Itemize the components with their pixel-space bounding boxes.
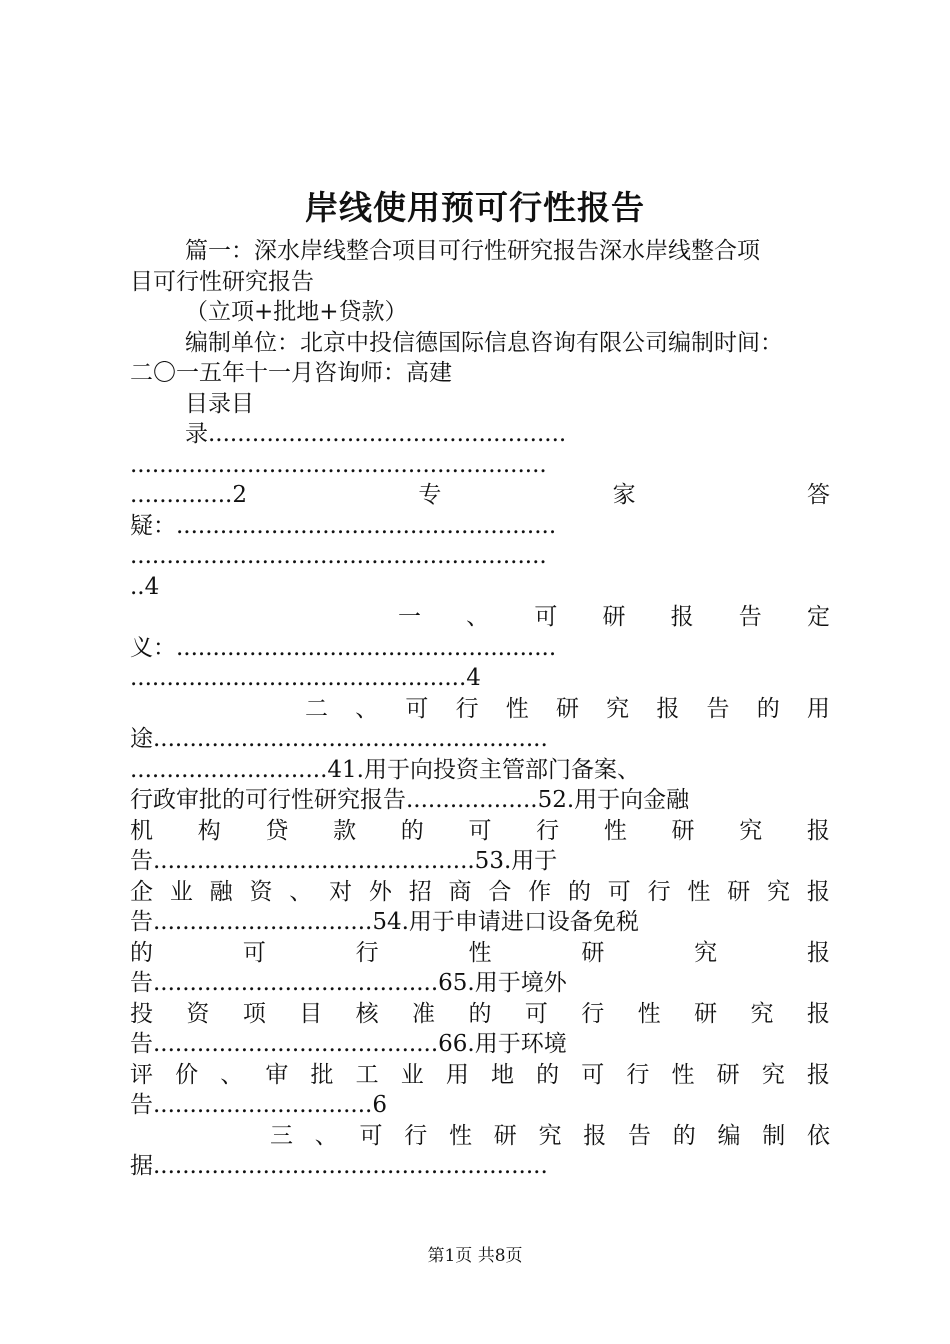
- document-line: [130, 1060, 830, 1091]
- line-token: 答: [806, 482, 830, 508]
- line-token: 报: [806, 1061, 830, 1088]
- line-token: 贷: [265, 817, 289, 844]
- line-token: 性: [468, 939, 492, 966]
- line-token: 审: [265, 1061, 289, 1088]
- line-token: 可: [524, 1000, 548, 1027]
- line-token: 报: [656, 695, 680, 722]
- line-token: 专: [418, 482, 442, 508]
- line-token: 究: [739, 817, 763, 844]
- line-token: 报: [670, 604, 694, 630]
- line-token: 用: [445, 1061, 469, 1088]
- line-token: 研: [727, 878, 751, 905]
- document-line: 二〇一五年十一月咨询师：高建: [130, 360, 452, 386]
- line-token: 行: [355, 939, 379, 966]
- document-line: .........................................................: [130, 451, 547, 478]
- line-token: 可: [607, 878, 631, 905]
- line-token: 二: [305, 695, 328, 722]
- line-token: 、: [355, 695, 379, 722]
- line-token: 构: [197, 817, 221, 844]
- line-token: 性: [671, 1061, 695, 1088]
- line-token: 报: [806, 817, 830, 844]
- document-line: （立项+批地+贷款）: [185, 299, 408, 325]
- line-token: 行: [455, 695, 479, 722]
- line-token: 研: [716, 1061, 740, 1088]
- line-token: 性: [505, 695, 529, 722]
- line-token: 价: [175, 1061, 199, 1088]
- line-token: 合: [488, 878, 512, 905]
- line-token: 用: [806, 695, 830, 722]
- line-token: 告: [628, 1122, 651, 1149]
- line-token: 可: [242, 939, 266, 966]
- line-token: 资: [186, 1000, 210, 1027]
- line-token: 可: [468, 817, 492, 844]
- line-token: 款: [333, 817, 357, 844]
- line-token: 可: [581, 1061, 605, 1088]
- page-footer: 第1页 共8页: [427, 1246, 523, 1266]
- line-token: 一: [398, 604, 421, 630]
- document-line: [130, 816, 830, 847]
- line-token: 报: [806, 878, 830, 905]
- line-token: 的: [672, 1122, 696, 1149]
- line-token: 目: [299, 1000, 323, 1027]
- line-token: 业: [400, 1061, 424, 1088]
- line-token: 究: [761, 1061, 785, 1088]
- line-token: 告: [706, 695, 730, 722]
- line-token: 依: [807, 1122, 830, 1149]
- document-line: [130, 877, 830, 908]
- line-token: 报: [806, 939, 830, 966]
- line-token: 招: [408, 878, 432, 905]
- line-token: 机: [130, 817, 153, 844]
- line-token: 的: [468, 1000, 492, 1027]
- document-line: 目可行性研究报告: [130, 268, 314, 295]
- line-token: 家: [612, 482, 636, 508]
- line-token: 、: [220, 1061, 244, 1088]
- line-token: 究: [767, 878, 790, 905]
- document-line: 告............................................53.用于: [130, 848, 558, 874]
- document-line: ..............................................4: [130, 665, 481, 691]
- line-token: 、: [466, 604, 490, 630]
- line-token: 的: [130, 939, 153, 966]
- document-line: ...........................41.用于向投资主管部门备案、: [130, 756, 640, 783]
- document-body: [130, 236, 830, 1182]
- line-token: 性: [603, 817, 627, 844]
- line-token: 研: [493, 1122, 517, 1149]
- document-line: 据......................................................: [130, 1153, 548, 1179]
- line-token: 行: [647, 878, 671, 905]
- line-token: 外: [368, 878, 392, 905]
- line-token: 商: [448, 878, 472, 905]
- line-token: 资: [249, 878, 273, 905]
- line-token: 可: [359, 1122, 383, 1149]
- line-token: 准: [412, 1000, 436, 1027]
- line-token: 研: [602, 604, 626, 630]
- document-line: [130, 1121, 830, 1152]
- line-token: 的: [400, 817, 424, 844]
- line-token: 企: [130, 878, 153, 905]
- line-token: 投: [130, 1000, 153, 1027]
- line-token: 定: [806, 604, 830, 630]
- line-token: 行: [626, 1061, 650, 1088]
- line-token: 、: [314, 1122, 338, 1149]
- document-line: 录.................................................: [185, 421, 567, 447]
- line-token: 的: [756, 695, 780, 722]
- document-line: 途......................................................: [130, 726, 548, 752]
- line-token: 作: [528, 878, 552, 905]
- line-token: 批: [310, 1061, 334, 1088]
- document-line: 告.......................................66.用于环境: [130, 1031, 567, 1057]
- document-line: [130, 938, 830, 969]
- line-token: 报: [806, 1000, 830, 1027]
- line-token: 编: [717, 1122, 741, 1149]
- line-token: 行: [404, 1122, 428, 1149]
- document-line: 目录目: [185, 390, 254, 417]
- line-token: 究: [694, 939, 718, 966]
- line-token: 告: [738, 604, 762, 630]
- line-token: 究: [538, 1122, 562, 1149]
- line-token: 业: [169, 878, 193, 905]
- line-token: 融: [209, 878, 233, 905]
- line-token: 的: [536, 1061, 560, 1088]
- document-line: 编制单位：北京中投信德国际信息咨询有限公司编制时间：: [185, 329, 783, 356]
- document-line: 行政审批的可行性研究报告..................52.用于向金融: [130, 787, 690, 813]
- line-token: ..............2: [130, 482, 247, 508]
- line-token: 研: [555, 695, 579, 722]
- line-token: 研: [581, 939, 605, 966]
- line-token: 可: [405, 695, 429, 722]
- document-line: [130, 602, 830, 633]
- line-token: 研: [671, 817, 695, 844]
- line-token: 、: [289, 878, 313, 905]
- line-token: 可: [534, 604, 558, 630]
- line-token: 究: [606, 695, 630, 722]
- document-line: [130, 480, 830, 511]
- line-token: 工: [355, 1061, 379, 1088]
- line-token: 地: [491, 1061, 514, 1088]
- line-token: 的: [567, 878, 591, 905]
- line-token: 核: [355, 1000, 379, 1027]
- document-line: 告..............................54.用于申请进口设备免税: [130, 909, 639, 935]
- document-line: [130, 694, 830, 725]
- line-token: 评: [130, 1061, 153, 1088]
- document-line: 义：....................................................: [130, 634, 557, 661]
- document-line: 告..............................6: [130, 1092, 387, 1118]
- line-token: 报: [583, 1122, 607, 1149]
- line-token: 研: [694, 1000, 718, 1027]
- document-line: [130, 999, 830, 1030]
- line-token: 行: [581, 1000, 605, 1027]
- line-token: 性: [687, 878, 711, 905]
- line-token: 性: [449, 1122, 472, 1149]
- line-token: 性: [637, 1000, 661, 1027]
- document-line: 疑：....................................................: [130, 512, 557, 539]
- line-token: 行: [536, 817, 560, 844]
- line-token: 制: [762, 1122, 786, 1149]
- line-token: 项: [242, 1000, 266, 1027]
- document-title: 岸线使用预可行性报告: [305, 188, 645, 227]
- line-token: 对: [329, 878, 353, 905]
- line-token: 究: [750, 1000, 774, 1027]
- document-line: 告.......................................65.用于境外: [130, 970, 567, 996]
- document-line: 篇一：深水岸线整合项目可行性研究报告深水岸线整合项: [185, 238, 760, 264]
- line-token: 三: [270, 1122, 293, 1149]
- document-line: .........................................................: [130, 543, 547, 569]
- document-line: ..4: [130, 573, 160, 600]
